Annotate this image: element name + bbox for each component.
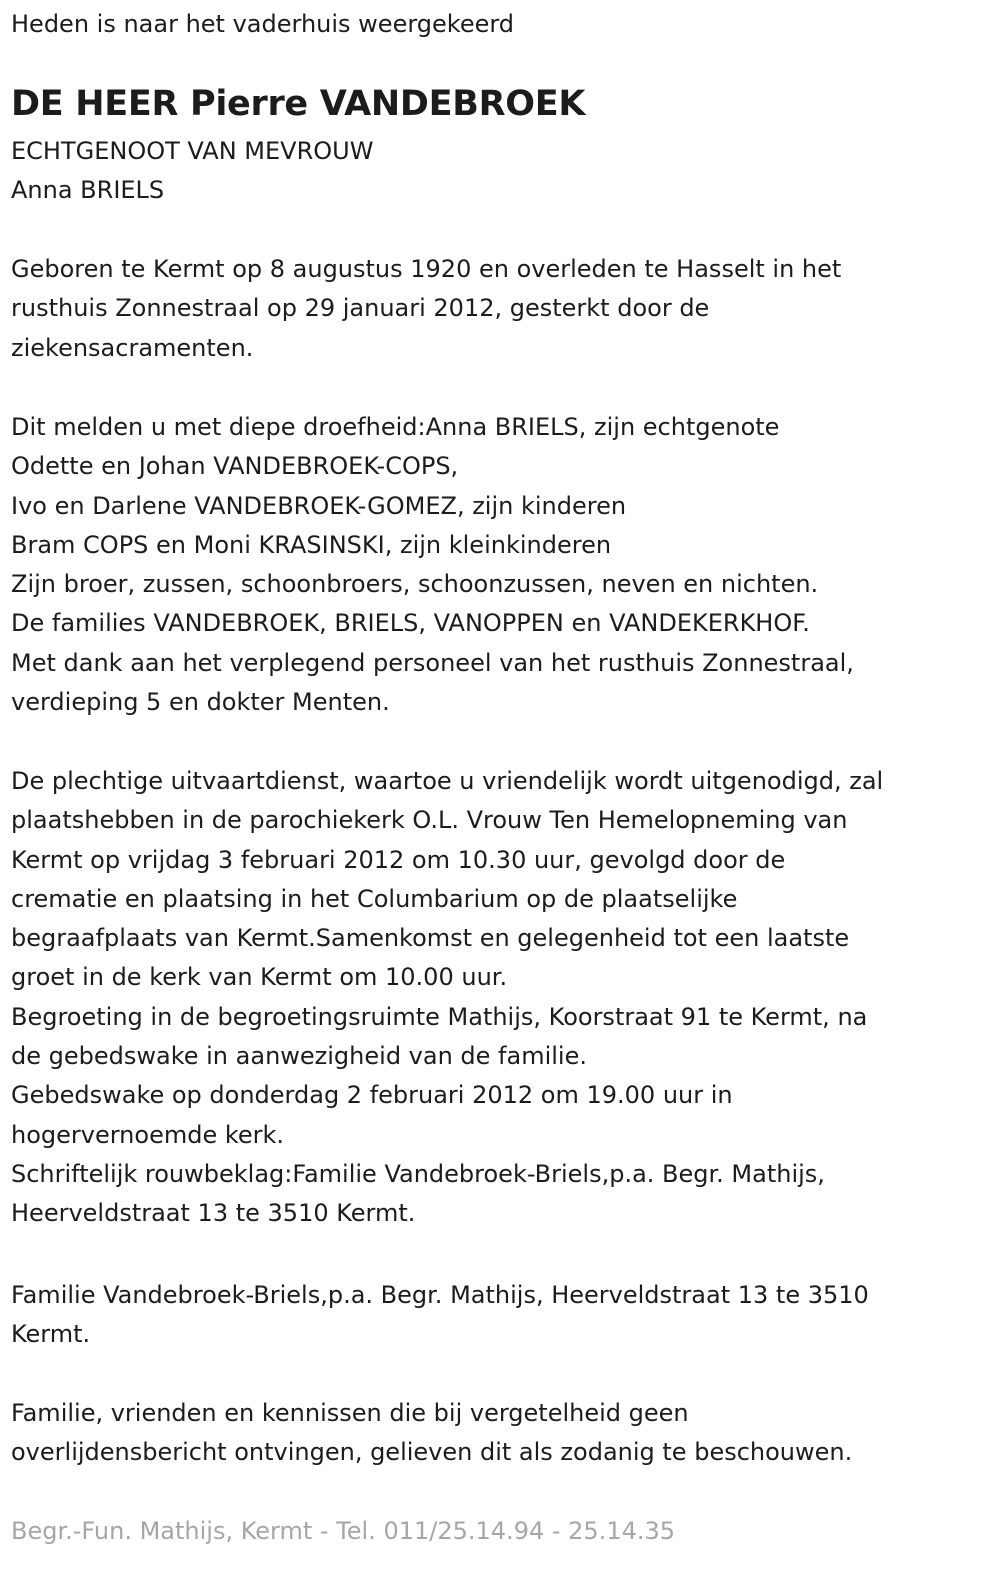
spouse-section <box>11 132 373 211</box>
spouse-name: Anna BRIELS <box>11 176 165 205</box>
paragraph-line: De plechtige uitvaartdienst, waartoe u vriendelijk wordt uitgenodigd, zal <box>11 767 884 795</box>
paragraph-line: groet in de kerk van Kermt om 10.00 uur. <box>11 963 508 992</box>
funeral-home-footer: Begr.-Fun. Mathijs, Kermt - Tel. 011/25.14.94 - 25.14.35 <box>11 1517 676 1545</box>
funeral-paragraph <box>11 762 883 1234</box>
paragraph-line: Kermt op vrijdag 3 februari 2012 om 10.30 uur, gevolgd door de <box>11 845 786 874</box>
paragraph-line: Familie, vrienden en kennissen die bij vergetelheid geen <box>11 1399 689 1427</box>
paragraph-line: De families VANDEBROEK, BRIELS, VANOPPEN en VANDEKERKHOF. <box>11 609 810 638</box>
family-paragraph <box>11 408 854 722</box>
paragraph-line: Zijn broer, zussen, schoonbroers, schoonzussen, neven en nichten. <box>11 570 819 599</box>
paragraph-line: Ivo en Darlene VANDEBROEK-GOMEZ, zijn kinderen <box>11 491 627 520</box>
paragraph-line: hogervernoemde kerk. <box>11 1120 285 1149</box>
paragraph-line: Geboren te Kermt op 8 augustus 1920 en overleden te Hasselt in het <box>11 255 842 283</box>
paragraph-line: Familie Vandebroek-Briels,p.a. Begr. Mathijs, Heerveldstraat 13 te 3510 <box>11 1281 869 1309</box>
paragraph-line: Gebedswake op donderdag 2 februari 2012 om 19.00 uur in <box>11 1081 733 1110</box>
paragraph-line: verdieping 5 en dokter Menten. <box>11 688 390 717</box>
paragraph-line: Dit melden u met diepe droefheid:Anna BRIELS, zijn echtgenote <box>11 413 780 441</box>
spouse-title: ECHTGENOOT VAN MEVROUW <box>11 137 374 165</box>
paragraph-line: Heerveldstraat 13 te 3510 Kermt. <box>11 1199 416 1228</box>
paragraph-line: Schriftelijk rouwbeklag:Familie Vandebroek-Briels,p.a. Begr. Mathijs, <box>11 1159 825 1188</box>
paragraph-line: de gebedswake in aanwezigheid van de familie. <box>11 1042 587 1071</box>
intro-text: Heden is naar het vaderhuis weergekeerd <box>11 10 515 38</box>
paragraph-line: Odette en Johan VANDEBROEK-COPS, <box>11 452 459 481</box>
paragraph-line: crematie en plaatsing in het Columbarium op de plaatselijke <box>11 884 738 913</box>
paragraph-line: overlijdensbericht ontvingen, gelieven dit als zodanig te beschouwen. <box>11 1438 853 1467</box>
paragraph-line: Met dank aan het verplegend personeel van het rusthuis Zonnestraal, <box>11 648 854 677</box>
paragraph-line: Kermt. <box>11 1320 91 1349</box>
address-paragraph <box>11 1276 869 1355</box>
deceased-name: DE HEER Pierre VANDEBROEK <box>11 84 586 124</box>
paragraph-line: plaatshebben in de parochiekerk O.L. Vrouw Ten Hemelopneming van <box>11 806 848 835</box>
paragraph-line: begraafplaats van Kermt.Samenkomst en gelegenheid tot een laatste <box>11 924 850 953</box>
paragraph-line: Begroeting in de begroetingsruimte Mathijs, Koorstraat 91 te Kermt, na <box>11 1002 868 1031</box>
notice-paragraph <box>11 1394 852 1473</box>
paragraph-line: rusthuis Zonnestraal op 29 januari 2012, gesterkt door de <box>11 294 710 323</box>
birth-death-paragraph <box>11 250 841 368</box>
paragraph-line: Bram COPS en Moni KRASINSKI, zijn kleinkinderen <box>11 530 612 559</box>
paragraph-line: ziekensacramenten. <box>11 333 254 362</box>
